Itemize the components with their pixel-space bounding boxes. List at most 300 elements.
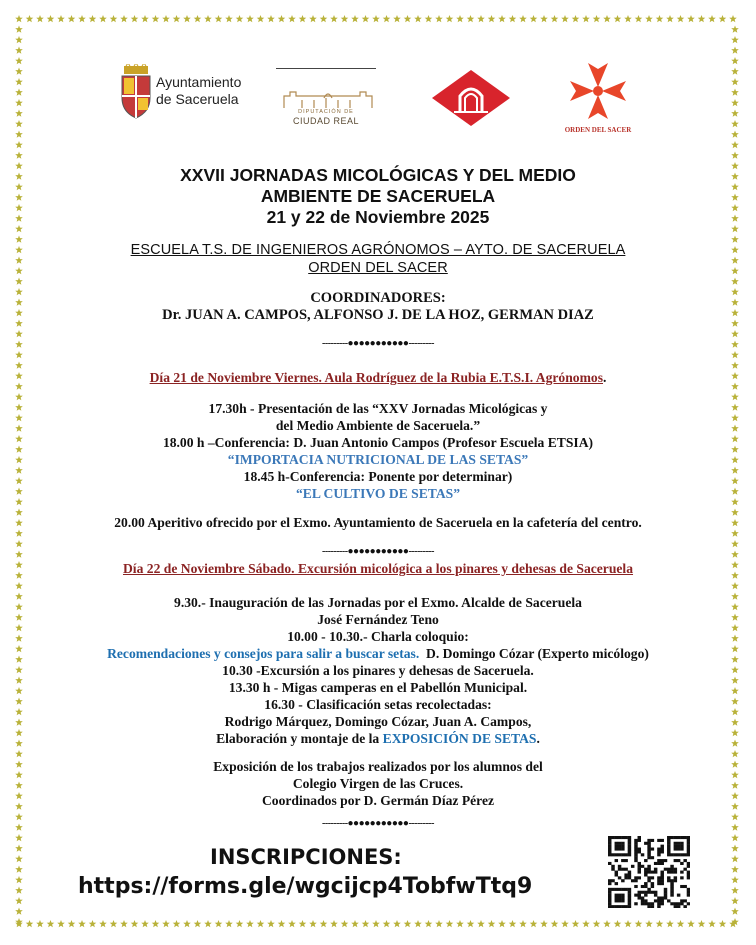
title-line-2: AMBIENTE DE SACERUELA bbox=[260, 186, 496, 206]
qr-module bbox=[618, 888, 621, 891]
qr-module bbox=[628, 899, 631, 902]
border-star bbox=[656, 920, 664, 927]
border-star bbox=[708, 15, 716, 22]
qr-module bbox=[608, 882, 611, 885]
qr-module bbox=[621, 899, 624, 902]
qr-module bbox=[634, 859, 637, 862]
border-star bbox=[246, 15, 254, 22]
qr-module bbox=[647, 876, 650, 879]
qr-module bbox=[631, 879, 634, 882]
qr-module bbox=[670, 836, 673, 839]
qr-module bbox=[644, 902, 647, 905]
qr-module bbox=[677, 894, 680, 897]
qr-module bbox=[664, 859, 667, 862]
border-star bbox=[530, 15, 538, 22]
qr-module bbox=[687, 894, 690, 897]
qr-module bbox=[680, 885, 683, 888]
border-star bbox=[131, 920, 139, 927]
border-star bbox=[372, 15, 380, 22]
border-star bbox=[78, 920, 86, 927]
border-star bbox=[731, 750, 739, 757]
qr-module bbox=[631, 865, 634, 868]
border-star bbox=[446, 920, 454, 927]
qr-module bbox=[657, 848, 660, 851]
border-star bbox=[309, 15, 317, 22]
border-star bbox=[656, 15, 664, 22]
coordinators-names: Dr. JUAN A. CAMPOS, ALFONSO J. DE LA HOZ, GERMAN DIAZ bbox=[162, 307, 594, 323]
border-star bbox=[47, 920, 55, 927]
logo-orden-del-sacer bbox=[558, 60, 638, 140]
qr-module bbox=[657, 879, 660, 882]
day1-line-1: 17.30h - Presentación de las “XXV Jornadas Micológicas y bbox=[208, 401, 548, 416]
border-star bbox=[603, 920, 611, 927]
qr-module bbox=[634, 876, 637, 879]
border-star bbox=[731, 582, 739, 589]
border-star bbox=[393, 920, 401, 927]
qr-module bbox=[660, 862, 663, 865]
qr-module bbox=[667, 868, 670, 871]
border-star bbox=[288, 920, 296, 927]
border-star bbox=[731, 152, 739, 159]
border-star bbox=[236, 15, 244, 22]
border-star bbox=[731, 278, 739, 285]
day2-line-1: 9.30.- Inauguración de las Jornadas por el Exmo. Alcalde de Saceruela bbox=[174, 595, 582, 610]
border-star bbox=[78, 15, 86, 22]
border-star bbox=[731, 887, 739, 894]
border-star bbox=[731, 141, 739, 148]
border-star bbox=[57, 15, 65, 22]
border-star bbox=[15, 47, 23, 54]
border-star bbox=[141, 920, 149, 927]
border-star bbox=[645, 15, 653, 22]
qr-module bbox=[608, 862, 611, 865]
qr-module bbox=[660, 871, 663, 874]
border-star bbox=[341, 920, 349, 927]
border-star bbox=[15, 26, 23, 33]
border-star bbox=[687, 15, 695, 22]
border-star bbox=[15, 887, 23, 894]
qr-module bbox=[628, 876, 631, 879]
qr-module bbox=[621, 859, 624, 862]
border-star bbox=[477, 920, 485, 927]
coordinators-heading: COORDINADORES: bbox=[310, 290, 446, 306]
qr-module bbox=[657, 896, 660, 899]
border-star bbox=[183, 920, 191, 927]
border-star bbox=[509, 920, 517, 927]
qr-module bbox=[618, 896, 621, 899]
qr-module bbox=[615, 848, 618, 851]
day2-line-9a: Elaboración y montaje de la bbox=[216, 731, 380, 746]
border-star bbox=[372, 920, 380, 927]
border-star bbox=[435, 15, 443, 22]
border-star bbox=[299, 15, 307, 22]
qr-module bbox=[687, 862, 690, 865]
qr-module bbox=[651, 876, 654, 879]
border-star bbox=[488, 15, 496, 22]
border-star bbox=[246, 920, 254, 927]
qr-module bbox=[615, 888, 618, 891]
qr-module bbox=[670, 888, 673, 891]
qr-module bbox=[608, 845, 611, 848]
qr-module bbox=[677, 902, 680, 905]
qr-module bbox=[608, 888, 611, 891]
qr-module bbox=[618, 836, 621, 839]
border-star bbox=[414, 920, 422, 927]
qr-module bbox=[651, 902, 654, 905]
border-star bbox=[236, 920, 244, 927]
qr-module bbox=[618, 842, 621, 845]
qr-module bbox=[608, 850, 611, 853]
qr-module bbox=[628, 896, 631, 899]
border-star bbox=[15, 351, 23, 358]
qr-module bbox=[611, 888, 614, 891]
qr-module bbox=[677, 845, 680, 848]
border-star bbox=[15, 855, 23, 862]
border-star bbox=[15, 330, 23, 337]
qr-module bbox=[618, 899, 621, 902]
qr-module bbox=[615, 853, 618, 856]
qr-module bbox=[660, 902, 663, 905]
border-star bbox=[110, 920, 118, 927]
border-star bbox=[351, 920, 359, 927]
qr-module bbox=[621, 894, 624, 897]
qr-module bbox=[615, 836, 618, 839]
qr-module bbox=[651, 839, 654, 842]
day2-heading: Día 22 de Noviembre Sábado. Excursión micológica a los pinares y dehesas de Saceruela bbox=[122, 561, 634, 576]
qr-module bbox=[657, 882, 660, 885]
border-star bbox=[731, 845, 739, 852]
qr-module bbox=[654, 862, 657, 865]
title-line-1: XXVII JORNADAS MICOLÓGICAS Y DEL MEDIO bbox=[180, 165, 576, 185]
border-star bbox=[68, 920, 76, 927]
qr-module bbox=[638, 868, 641, 871]
event-title bbox=[0, 165, 756, 228]
border-star bbox=[624, 15, 632, 22]
day1-talk-1: “IMPORTACIA NUTRICIONAL DE LAS SETAS” bbox=[227, 452, 529, 467]
qr-module bbox=[608, 853, 611, 856]
qr-module bbox=[618, 894, 621, 897]
border-star bbox=[204, 15, 212, 22]
border-star bbox=[561, 15, 569, 22]
border-star bbox=[731, 866, 739, 873]
qr-module bbox=[608, 896, 611, 899]
qr-module bbox=[680, 862, 683, 865]
qr-module bbox=[674, 879, 677, 882]
border-star bbox=[425, 15, 433, 22]
border-star bbox=[320, 920, 328, 927]
qr-module bbox=[611, 868, 614, 871]
qr-module bbox=[644, 882, 647, 885]
border-star bbox=[731, 36, 739, 43]
qr-module bbox=[638, 891, 641, 894]
border-star bbox=[152, 920, 160, 927]
exposicion-setas-label: EXPOSICIÓN DE SETAS bbox=[382, 731, 537, 746]
day2-schedule bbox=[0, 594, 756, 747]
qr-module bbox=[618, 848, 621, 851]
qr-module bbox=[647, 865, 650, 868]
qr-module bbox=[628, 839, 631, 842]
qr-module bbox=[624, 859, 627, 862]
border-star bbox=[330, 920, 338, 927]
qr-module bbox=[611, 865, 614, 868]
logo-diputacion bbox=[276, 68, 380, 128]
qr-module bbox=[644, 868, 647, 871]
qr-module bbox=[670, 902, 673, 905]
border-star bbox=[687, 920, 695, 927]
qr-module bbox=[677, 853, 680, 856]
qr-module bbox=[647, 850, 650, 853]
day2-line-3: 10.00 - 10.30.- Charla coloquio: bbox=[287, 629, 469, 644]
border-star bbox=[36, 15, 44, 22]
qr-module bbox=[647, 842, 650, 845]
building-icon bbox=[280, 86, 376, 110]
qr-module bbox=[618, 865, 621, 868]
qr-module bbox=[683, 905, 686, 908]
qr-module bbox=[628, 848, 631, 851]
qr-module bbox=[618, 845, 621, 848]
qr-module bbox=[641, 896, 644, 899]
qr-module bbox=[624, 873, 627, 876]
border-star bbox=[257, 15, 265, 22]
day2-line-6: 13.30 h - Migas camperas en el Pabellón Municipal. bbox=[228, 680, 528, 695]
border-star bbox=[603, 15, 611, 22]
qr-module bbox=[670, 853, 673, 856]
qr-module bbox=[608, 842, 611, 845]
border-star bbox=[731, 330, 739, 337]
qr-module bbox=[615, 882, 618, 885]
qr-module bbox=[683, 885, 686, 888]
qr-module bbox=[674, 905, 677, 908]
qr-module bbox=[674, 848, 677, 851]
border-star bbox=[120, 920, 128, 927]
border-star bbox=[561, 920, 569, 927]
ciudad-real-label: CIUDAD REAL bbox=[292, 116, 359, 126]
exhibition-line-1: Exposición de los trabajos realizados por los alumnos del bbox=[213, 759, 543, 774]
qr-module bbox=[651, 905, 654, 908]
border-star bbox=[15, 845, 23, 852]
border-star bbox=[15, 866, 23, 873]
qr-module bbox=[608, 839, 611, 842]
qr-module bbox=[618, 876, 621, 879]
border-star bbox=[15, 897, 23, 904]
qr-module bbox=[615, 871, 618, 874]
qr-module bbox=[680, 871, 683, 874]
border-star bbox=[278, 15, 286, 22]
qr-module bbox=[657, 850, 660, 853]
qr-module bbox=[651, 848, 654, 851]
qr-module bbox=[634, 894, 637, 897]
border-star bbox=[467, 920, 475, 927]
border-star bbox=[446, 15, 454, 22]
border-star bbox=[26, 920, 34, 927]
qr-module bbox=[644, 871, 647, 874]
border-star bbox=[89, 15, 97, 22]
border-star bbox=[435, 920, 443, 927]
day1-heading: Día 21 de Noviembre Viernes. Aula Rodríguez de la Rubia E.T.S.I. Agrónomos bbox=[149, 370, 603, 385]
qr-module bbox=[647, 905, 650, 908]
border-star bbox=[530, 920, 538, 927]
qr-module bbox=[624, 836, 627, 839]
qr-module bbox=[687, 848, 690, 851]
qr-module bbox=[657, 902, 660, 905]
border-star bbox=[320, 15, 328, 22]
qr-module bbox=[634, 879, 637, 882]
qr-module bbox=[608, 891, 611, 894]
border-star bbox=[572, 15, 580, 22]
qr-module bbox=[687, 850, 690, 853]
border-star bbox=[15, 876, 23, 883]
border-star bbox=[278, 920, 286, 927]
qr-module bbox=[670, 882, 673, 885]
qr-module bbox=[644, 885, 647, 888]
border-star bbox=[540, 15, 548, 22]
qr-module bbox=[657, 899, 660, 902]
qr-module bbox=[651, 882, 654, 885]
qr-module bbox=[660, 876, 663, 879]
qr-module bbox=[634, 885, 637, 888]
qr-module bbox=[638, 896, 641, 899]
qr-module bbox=[667, 848, 670, 851]
qr-module bbox=[634, 902, 637, 905]
border-star bbox=[15, 152, 23, 159]
border-star bbox=[719, 920, 727, 927]
qr-module bbox=[641, 891, 644, 894]
border-star bbox=[731, 47, 739, 54]
qr-module bbox=[677, 859, 680, 862]
day1-talk-2: “EL CULTIVO DE SETAS” bbox=[295, 486, 461, 501]
qr-module bbox=[674, 902, 677, 905]
qr-module bbox=[674, 868, 677, 871]
qr-module bbox=[660, 896, 663, 899]
separator-3: ---------●●●●●●●●●●●--------- bbox=[322, 818, 434, 829]
qr-module bbox=[624, 868, 627, 871]
qr-module bbox=[667, 839, 670, 842]
border-star bbox=[593, 15, 601, 22]
qr-module bbox=[674, 853, 677, 856]
qr-module bbox=[687, 871, 690, 874]
border-star bbox=[299, 920, 307, 927]
qr-module bbox=[644, 873, 647, 876]
qr-module bbox=[615, 859, 618, 862]
qr-module bbox=[634, 850, 637, 853]
day1-line-3: 18.00 h –Conferencia: D. Juan Antonio Campos (Profesor Escuela ETSIA) bbox=[162, 435, 594, 450]
qr-module bbox=[644, 859, 647, 862]
qr-module bbox=[628, 891, 631, 894]
maltese-cross-icon bbox=[558, 60, 638, 122]
qr-module bbox=[677, 836, 680, 839]
border-star bbox=[731, 26, 739, 33]
qr-module bbox=[687, 902, 690, 905]
qr-module bbox=[670, 868, 673, 871]
organizers bbox=[0, 241, 756, 277]
border-star bbox=[288, 15, 296, 22]
border-star bbox=[719, 15, 727, 22]
qr-module bbox=[628, 853, 631, 856]
qr-module bbox=[638, 836, 641, 839]
border-star bbox=[183, 15, 191, 22]
day2-line-8: Rodrigo Márquez, Domingo Cózar, Juan A. Campos, bbox=[224, 714, 532, 729]
diputacion-label: DIPUTACIÓN DE bbox=[298, 109, 354, 115]
qr-module bbox=[687, 891, 690, 894]
border-star bbox=[582, 15, 590, 22]
qr-module bbox=[638, 894, 641, 897]
border-star bbox=[456, 920, 464, 927]
qr-module bbox=[618, 905, 621, 908]
registration-url[interactable]: https://forms.gle/wgcijcp4TobfwTtq9 bbox=[78, 874, 533, 899]
qr-module bbox=[628, 871, 631, 874]
border-star bbox=[362, 15, 370, 22]
border-star bbox=[731, 876, 739, 883]
qr-module bbox=[660, 859, 663, 862]
qr-module bbox=[664, 896, 667, 899]
border-star bbox=[110, 15, 118, 22]
qr-module bbox=[664, 894, 667, 897]
registration-heading: INSCRIPCIONES: bbox=[210, 845, 402, 869]
diamond-arch-icon bbox=[430, 68, 512, 128]
qr-module bbox=[687, 836, 690, 839]
border-star bbox=[362, 920, 370, 927]
qr-module bbox=[687, 865, 690, 868]
qr-module bbox=[677, 905, 680, 908]
border-star bbox=[194, 15, 202, 22]
qr-module bbox=[615, 845, 618, 848]
day2-recommendations: Recomendaciones y consejos para salir a buscar setas. bbox=[107, 646, 420, 661]
qr-module bbox=[667, 853, 670, 856]
border-star bbox=[404, 920, 412, 927]
qr-module bbox=[621, 905, 624, 908]
border-star bbox=[267, 920, 275, 927]
qr-module bbox=[660, 899, 663, 902]
border-star bbox=[99, 920, 107, 927]
qr-module bbox=[647, 902, 650, 905]
qr-module bbox=[674, 845, 677, 848]
day2-line-9 bbox=[0, 730, 756, 747]
qr-module bbox=[641, 899, 644, 902]
qr-module bbox=[611, 853, 614, 856]
qr-module bbox=[674, 876, 677, 879]
qr-module bbox=[644, 894, 647, 897]
qr-module bbox=[628, 888, 631, 891]
border-star bbox=[15, 834, 23, 841]
border-star bbox=[47, 15, 55, 22]
qr-module bbox=[621, 842, 624, 845]
qr-module bbox=[667, 842, 670, 845]
qr-module bbox=[628, 905, 631, 908]
qr-module bbox=[621, 836, 624, 839]
qr-module bbox=[628, 842, 631, 845]
saceruela-label: de Saceruela bbox=[156, 91, 239, 107]
border-star bbox=[635, 920, 643, 927]
qr-code[interactable] bbox=[608, 836, 690, 908]
qr-module bbox=[687, 853, 690, 856]
day1-schedule bbox=[0, 400, 756, 502]
border-star bbox=[120, 15, 128, 22]
border-star bbox=[666, 920, 674, 927]
day1-aperitivo: 20.00 Aperitivo ofrecido por el Exmo. Ayuntamiento de Saceruela en la cafetería del centro. bbox=[114, 515, 642, 530]
qr-module bbox=[628, 894, 631, 897]
qr-module bbox=[638, 839, 641, 842]
qr-module bbox=[660, 882, 663, 885]
border-star bbox=[15, 908, 23, 915]
qr-module bbox=[611, 836, 614, 839]
qr-module bbox=[670, 865, 673, 868]
qr-module bbox=[621, 848, 624, 851]
border-star bbox=[614, 920, 622, 927]
border-star bbox=[540, 920, 548, 927]
day1-line-2: del Medio Ambiente de Saceruela.” bbox=[275, 418, 481, 433]
border-star bbox=[698, 15, 706, 22]
qr-module bbox=[670, 879, 673, 882]
